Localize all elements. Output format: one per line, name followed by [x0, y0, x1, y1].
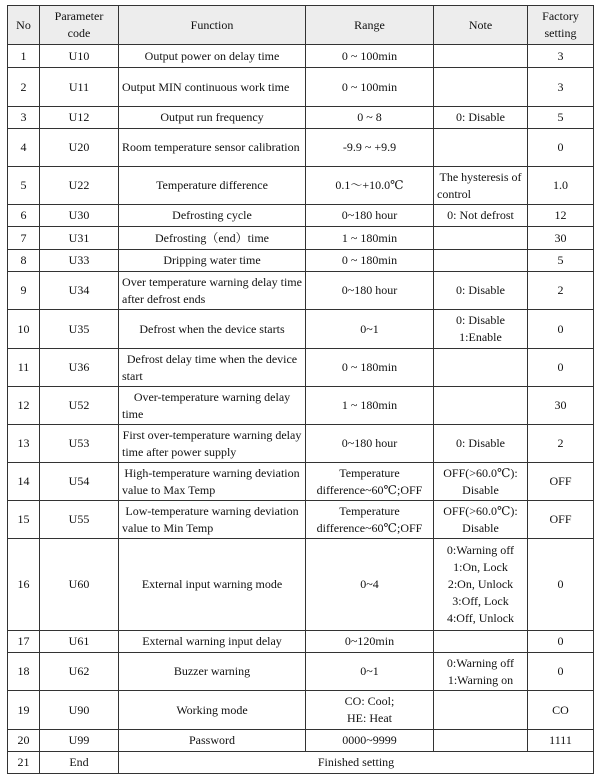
table-row — [8, 539, 594, 631]
cell-function: Working mode — [119, 691, 306, 730]
cell-no: 6 — [8, 205, 40, 227]
cell-code: U52 — [40, 387, 119, 425]
cell-range: Temperature difference~60℃;OFF — [306, 463, 434, 501]
cell-note — [434, 730, 528, 752]
cell-function: Low-temperature warning deviation value to Min Temp — [119, 501, 306, 539]
cell-code: U62 — [40, 653, 119, 691]
table-row-final — [8, 752, 594, 774]
cell-factory: 0 — [528, 129, 594, 167]
cell-note: 0:Warning off 1:Warning on — [434, 653, 528, 691]
cell-function: Output MIN continuous work time — [119, 68, 306, 107]
cell-no: 16 — [8, 539, 40, 631]
cell-no: 5 — [8, 167, 40, 205]
cell-no: 7 — [8, 227, 40, 250]
header-range: Range — [306, 6, 434, 45]
cell-code: U99 — [40, 730, 119, 752]
cell-no: 18 — [8, 653, 40, 691]
header-row — [8, 6, 594, 45]
cell-factory: OFF — [528, 463, 594, 501]
cell-code: U30 — [40, 205, 119, 227]
cell-factory: 0 — [528, 349, 594, 387]
cell-factory: 1111 — [528, 730, 594, 752]
table-row — [8, 129, 594, 167]
cell-range: 0~1 — [306, 310, 434, 349]
cell-note: OFF(>60.0℃): Disable — [434, 501, 528, 539]
cell-note: 0: Not defrost — [434, 205, 528, 227]
cell-code: U36 — [40, 349, 119, 387]
cell-code: U53 — [40, 425, 119, 463]
table-row — [8, 631, 594, 653]
cell-function: Room temperature sensor calibration — [119, 129, 306, 167]
cell-no: 19 — [8, 691, 40, 730]
cell-note: 0: Disable — [434, 425, 528, 463]
cell-range: 0 ~ 8 — [306, 107, 434, 129]
cell-range: CO: Cool; HE: Heat — [306, 691, 434, 730]
cell-function: Defrosting（end）time — [119, 227, 306, 250]
cell-factory: 3 — [528, 68, 594, 107]
cell-note: 0:Warning off 1:On, Lock 2:On, Unlock 3:Off, Lock 4:Off, Unlock — [434, 539, 528, 631]
cell-function: Defrost delay time when the device start — [119, 349, 306, 387]
table-row — [8, 730, 594, 752]
cell-note — [434, 691, 528, 730]
cell-range: 0 ~ 100min — [306, 68, 434, 107]
cell-note: 0: Disable — [434, 272, 528, 310]
table-row — [8, 250, 594, 272]
cell-note — [434, 45, 528, 68]
table-row — [8, 691, 594, 730]
cell-factory: 0 — [528, 631, 594, 653]
cell-code: U22 — [40, 167, 119, 205]
cell-factory: 0 — [528, 310, 594, 349]
cell-factory: 0 — [528, 539, 594, 631]
cell-no: 17 — [8, 631, 40, 653]
cell-range: 1 ~ 180min — [306, 227, 434, 250]
cell-function: Defrosting cycle — [119, 205, 306, 227]
cell-note: 0: Disable — [434, 107, 528, 129]
cell-range: Temperature difference~60℃;OFF — [306, 501, 434, 539]
cell-no: 4 — [8, 129, 40, 167]
table-row — [8, 425, 594, 463]
cell-code: U11 — [40, 68, 119, 107]
cell-code: U90 — [40, 691, 119, 730]
cell-factory: OFF — [528, 501, 594, 539]
cell-range: 0~180 hour — [306, 205, 434, 227]
cell-note — [434, 68, 528, 107]
cell-factory: 2 — [528, 425, 594, 463]
header-no: No — [8, 6, 40, 45]
cell-factory: 3 — [528, 45, 594, 68]
cell-no: 20 — [8, 730, 40, 752]
cell-code: U33 — [40, 250, 119, 272]
cell-note: 0: Disable 1:Enable — [434, 310, 528, 349]
cell-function: Defrost when the device starts — [119, 310, 306, 349]
cell-factory: 0 — [528, 653, 594, 691]
cell-code: U60 — [40, 539, 119, 631]
cell-note — [434, 250, 528, 272]
table-row — [8, 45, 594, 68]
cell-range: 0~1 — [306, 653, 434, 691]
header-parameter-code: Parameter code — [40, 6, 119, 45]
cell-range: 0000~9999 — [306, 730, 434, 752]
cell-factory: 30 — [528, 387, 594, 425]
cell-factory: 2 — [528, 272, 594, 310]
cell-note: OFF(>60.0℃): Disable — [434, 463, 528, 501]
cell-no: 1 — [8, 45, 40, 68]
cell-factory: 5 — [528, 250, 594, 272]
table-row — [8, 463, 594, 501]
cell-function: Temperature difference — [119, 167, 306, 205]
cell-note — [434, 631, 528, 653]
cell-factory: 1.0 — [528, 167, 594, 205]
cell-note — [434, 227, 528, 250]
cell-function: First over-temperature warning delay time after power supply — [119, 425, 306, 463]
parameter-table — [7, 5, 594, 774]
table-row — [8, 68, 594, 107]
cell-factory: 30 — [528, 227, 594, 250]
cell-note — [434, 387, 528, 425]
cell-no: 2 — [8, 68, 40, 107]
cell-factory: 5 — [528, 107, 594, 129]
cell-no: 13 — [8, 425, 40, 463]
table-row — [8, 501, 594, 539]
cell-code: U54 — [40, 463, 119, 501]
cell-range: 0~120min — [306, 631, 434, 653]
cell-no: 3 — [8, 107, 40, 129]
cell-code: End — [40, 752, 119, 774]
cell-function: Over-temperature warning delay time — [119, 387, 306, 425]
cell-range: 0 ~ 100min — [306, 45, 434, 68]
cell-no: 15 — [8, 501, 40, 539]
cell-function: External input warning mode — [119, 539, 306, 631]
header-function: Function — [119, 6, 306, 45]
table-row — [8, 349, 594, 387]
cell-code: U55 — [40, 501, 119, 539]
cell-function: Output run frequency — [119, 107, 306, 129]
cell-code: U31 — [40, 227, 119, 250]
table-row — [8, 167, 594, 205]
table-row — [8, 227, 594, 250]
cell-function: Output power on delay time — [119, 45, 306, 68]
cell-range: 1 ~ 180min — [306, 387, 434, 425]
cell-function: Over temperature warning delay time after defrost ends — [119, 272, 306, 310]
cell-note — [434, 349, 528, 387]
table-row — [8, 205, 594, 227]
cell-function: Password — [119, 730, 306, 752]
cell-range: 0~4 — [306, 539, 434, 631]
cell-range: 0~180 hour — [306, 425, 434, 463]
cell-no: 21 — [8, 752, 40, 774]
cell-code: U35 — [40, 310, 119, 349]
cell-note — [434, 129, 528, 167]
cell-function: High-temperature warning deviation value to Max Temp — [119, 463, 306, 501]
cell-code: U34 — [40, 272, 119, 310]
table-row — [8, 653, 594, 691]
cell-code: U12 — [40, 107, 119, 129]
cell-range: 0~180 hour — [306, 272, 434, 310]
table-row — [8, 107, 594, 129]
cell-range: 0 ~ 180min — [306, 349, 434, 387]
cell-function: External warning input delay — [119, 631, 306, 653]
cell-function: Buzzer warning — [119, 653, 306, 691]
cell-function: Dripping water time — [119, 250, 306, 272]
table-row — [8, 272, 594, 310]
header-note: Note — [434, 6, 528, 45]
table-row — [8, 310, 594, 349]
finished-setting-cell: Finished setting — [119, 752, 594, 774]
cell-range: 0.1～+10.0℃ — [306, 167, 434, 205]
cell-no: 8 — [8, 250, 40, 272]
cell-no: 11 — [8, 349, 40, 387]
header-factory-setting: Factory setting — [528, 6, 594, 45]
cell-code: U10 — [40, 45, 119, 68]
cell-range: 0 ~ 180min — [306, 250, 434, 272]
table-row — [8, 387, 594, 425]
cell-factory: CO — [528, 691, 594, 730]
cell-note: The hysteresis of control — [434, 167, 528, 205]
cell-no: 10 — [8, 310, 40, 349]
cell-code: U61 — [40, 631, 119, 653]
cell-no: 14 — [8, 463, 40, 501]
cell-factory: 12 — [528, 205, 594, 227]
cell-range: -9.9 ~ +9.9 — [306, 129, 434, 167]
cell-no: 12 — [8, 387, 40, 425]
cell-code: U20 — [40, 129, 119, 167]
cell-no: 9 — [8, 272, 40, 310]
